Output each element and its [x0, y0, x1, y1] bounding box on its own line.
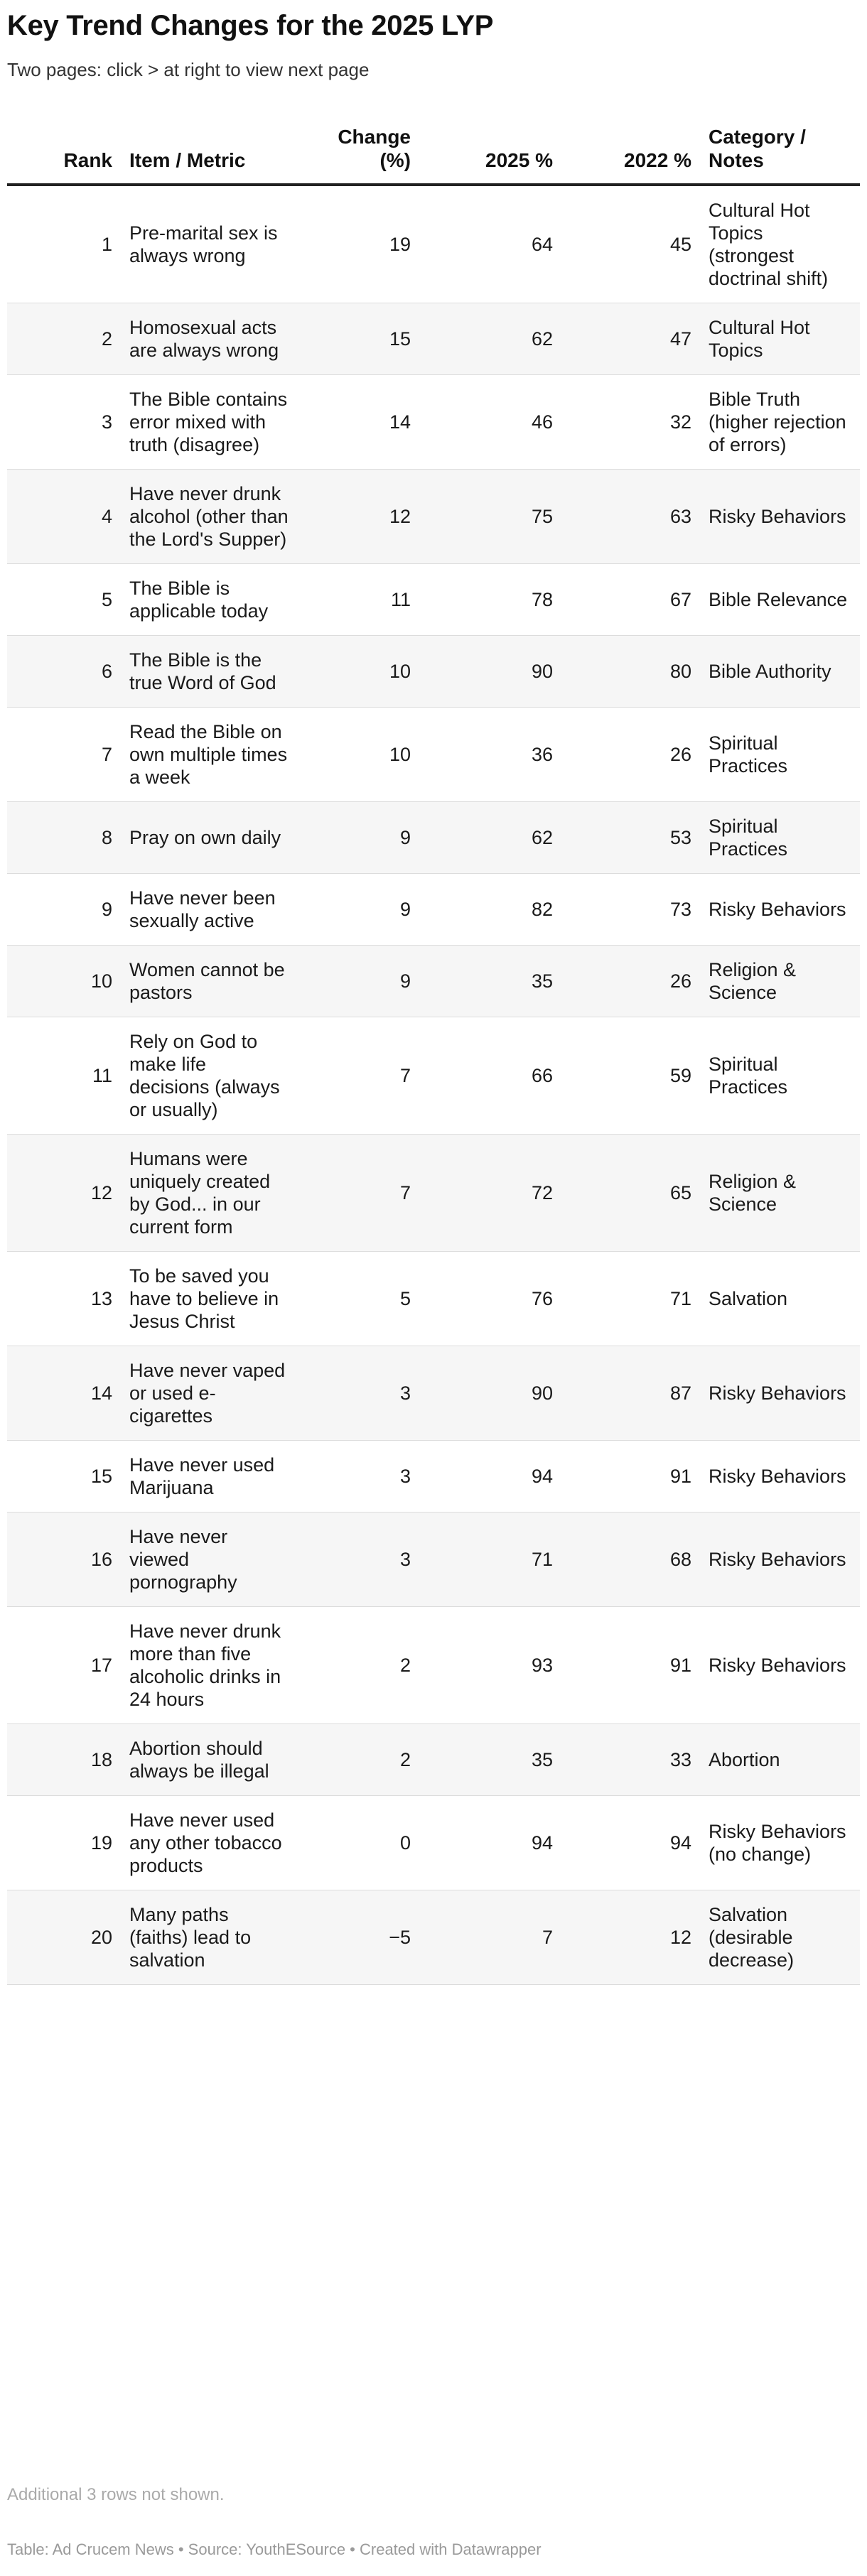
cell-2022: 47 — [561, 303, 700, 375]
cell-item: Women cannot be pastors — [121, 946, 298, 1017]
cell-change: 10 — [298, 636, 419, 708]
cell-2025: 82 — [419, 874, 561, 946]
cell-category: Salvation (desirable decrease) — [700, 1890, 860, 1985]
cell-2022: 32 — [561, 375, 700, 470]
cell-2022: 94 — [561, 1796, 700, 1890]
cell-2025: 72 — [419, 1135, 561, 1252]
cell-2025: 62 — [419, 802, 561, 874]
cell-change: 14 — [298, 375, 419, 470]
cell-2022: 26 — [561, 708, 700, 802]
cell-change: 9 — [298, 802, 419, 874]
cell-item: Have never viewed pornography — [121, 1512, 298, 1607]
cell-2025: 76 — [419, 1252, 561, 1346]
cell-change: 9 — [298, 946, 419, 1017]
cell-rank: 20 — [7, 1890, 121, 1985]
cell-rank: 19 — [7, 1796, 121, 1890]
cell-item: The Bible contains error mixed with truth (disagree) — [121, 375, 298, 470]
cell-rank: 6 — [7, 636, 121, 708]
data-table — [7, 121, 860, 1985]
cell-item: Have never used any other tobacco products — [121, 1796, 298, 1890]
cell-2025: 71 — [419, 1512, 561, 1607]
cell-rank: 9 — [7, 874, 121, 946]
source-footer: Table: Ad Crucem News • Source: YouthESource • Created with Datawrapper — [7, 2540, 542, 2558]
cell-2025: 46 — [419, 375, 561, 470]
cell-2022: 80 — [561, 636, 700, 708]
table-row — [7, 375, 860, 470]
cell-rank: 2 — [7, 303, 121, 375]
cell-change: 2 — [298, 1724, 419, 1796]
cell-category: Risky Behaviors — [700, 470, 860, 564]
table-header — [7, 121, 860, 185]
cell-2025: 90 — [419, 636, 561, 708]
cell-item: Read the Bible on own multiple times a week — [121, 708, 298, 802]
cell-item: Have never drunk alcohol (other than the Lord's Supper) — [121, 470, 298, 564]
cell-item: To be saved you have to believe in Jesus Christ — [121, 1252, 298, 1346]
cell-2025: 64 — [419, 185, 561, 303]
cell-change: 7 — [298, 1135, 419, 1252]
cell-item: Many paths (faiths) lead to salvation — [121, 1890, 298, 1985]
cell-change: 7 — [298, 1017, 419, 1135]
table-row — [7, 708, 860, 802]
table-row — [7, 1890, 860, 1985]
cell-2022: 67 — [561, 564, 700, 636]
cell-rank: 4 — [7, 470, 121, 564]
column-header-item[interactable]: Item / Metric — [121, 121, 298, 185]
cell-category: Religion & Science — [700, 1135, 860, 1252]
cell-rank: 18 — [7, 1724, 121, 1796]
cell-item: Abortion should always be illegal — [121, 1724, 298, 1796]
cell-category: Risky Behaviors — [700, 1346, 860, 1441]
cell-change: 15 — [298, 303, 419, 375]
cell-2022: 53 — [561, 802, 700, 874]
cell-2022: 63 — [561, 470, 700, 564]
table-row — [7, 185, 860, 303]
cell-2022: 33 — [561, 1724, 700, 1796]
cell-2025: 7 — [419, 1890, 561, 1985]
cell-rank: 8 — [7, 802, 121, 874]
cell-2025: 62 — [419, 303, 561, 375]
column-header-2022[interactable]: 2022 % — [561, 121, 700, 185]
cell-rank: 16 — [7, 1512, 121, 1607]
cell-2022: 91 — [561, 1441, 700, 1512]
cell-item: The Bible is the true Word of God — [121, 636, 298, 708]
cell-change: −5 — [298, 1890, 419, 1985]
cell-category: Spiritual Practices — [700, 802, 860, 874]
table-row — [7, 470, 860, 564]
table-row — [7, 1724, 860, 1796]
footnote: Additional 3 rows not shown. — [7, 2485, 225, 2504]
cell-item: Have never drunk more than five alcoholic drinks in 24 hours — [121, 1607, 298, 1724]
table-row — [7, 802, 860, 874]
cell-rank: 3 — [7, 375, 121, 470]
cell-2022: 91 — [561, 1607, 700, 1724]
cell-item: Have never used Marijuana — [121, 1441, 298, 1512]
cell-2022: 68 — [561, 1512, 700, 1607]
cell-rank: 1 — [7, 185, 121, 303]
cell-2025: 90 — [419, 1346, 561, 1441]
cell-2022: 45 — [561, 185, 700, 303]
cell-rank: 15 — [7, 1441, 121, 1512]
cell-2022: 59 — [561, 1017, 700, 1135]
cell-2025: 35 — [419, 1724, 561, 1796]
cell-category: Risky Behaviors — [700, 1441, 860, 1512]
cell-category: Risky Behaviors — [700, 874, 860, 946]
cell-rank: 5 — [7, 564, 121, 636]
table-row — [7, 1607, 860, 1724]
cell-2025: 35 — [419, 946, 561, 1017]
cell-rank: 12 — [7, 1135, 121, 1252]
cell-2022: 65 — [561, 1135, 700, 1252]
cell-change: 3 — [298, 1346, 419, 1441]
table-row — [7, 1017, 860, 1135]
cell-category: Risky Behaviors (no change) — [700, 1796, 860, 1890]
cell-change: 10 — [298, 708, 419, 802]
cell-rank: 10 — [7, 946, 121, 1017]
cell-rank: 7 — [7, 708, 121, 802]
table-row — [7, 1252, 860, 1346]
column-header-change[interactable]: Change (%) — [298, 121, 419, 185]
column-header-rank[interactable]: Rank — [7, 121, 121, 185]
cell-category: Bible Relevance — [700, 564, 860, 636]
cell-category: Cultural Hot Topics — [700, 303, 860, 375]
chart-title: Key Trend Changes for the 2025 LYP — [7, 10, 494, 41]
cell-item: Humans were uniquely created by God... in our current form — [121, 1135, 298, 1252]
cell-item: Have never vaped or used e-cigarettes — [121, 1346, 298, 1441]
cell-rank: 13 — [7, 1252, 121, 1346]
cell-change: 3 — [298, 1441, 419, 1512]
cell-category: Salvation — [700, 1252, 860, 1346]
table-body — [7, 185, 860, 1985]
cell-2025: 94 — [419, 1796, 561, 1890]
table-row — [7, 636, 860, 708]
cell-category: Abortion — [700, 1724, 860, 1796]
cell-change: 2 — [298, 1607, 419, 1724]
cell-2022: 87 — [561, 1346, 700, 1441]
cell-rank: 11 — [7, 1017, 121, 1135]
cell-2022: 73 — [561, 874, 700, 946]
cell-change: 0 — [298, 1796, 419, 1890]
cell-2022: 26 — [561, 946, 700, 1017]
cell-change: 5 — [298, 1252, 419, 1346]
table-row — [7, 874, 860, 946]
table-row — [7, 946, 860, 1017]
table-row — [7, 1441, 860, 1512]
cell-category: Cultural Hot Topics (strongest doctrinal shift) — [700, 185, 860, 303]
cell-category: Risky Behaviors — [700, 1607, 860, 1724]
cell-category: Spiritual Practices — [700, 708, 860, 802]
column-header-category[interactable]: Category / Notes — [700, 121, 860, 185]
cell-item: Homosexual acts are always wrong — [121, 303, 298, 375]
column-header-2025[interactable]: 2025 % — [419, 121, 561, 185]
cell-change: 11 — [298, 564, 419, 636]
cell-change: 3 — [298, 1512, 419, 1607]
cell-change: 19 — [298, 185, 419, 303]
cell-2025: 94 — [419, 1441, 561, 1512]
cell-rank: 17 — [7, 1607, 121, 1724]
cell-2022: 12 — [561, 1890, 700, 1985]
cell-change: 12 — [298, 470, 419, 564]
cell-category: Religion & Science — [700, 946, 860, 1017]
cell-2022: 71 — [561, 1252, 700, 1346]
cell-category: Bible Authority — [700, 636, 860, 708]
cell-2025: 66 — [419, 1017, 561, 1135]
cell-item: Pray on own daily — [121, 802, 298, 874]
cell-category: Bible Truth (higher rejection of errors) — [700, 375, 860, 470]
table-row — [7, 1346, 860, 1441]
cell-item: The Bible is applicable today — [121, 564, 298, 636]
cell-category: Spiritual Practices — [700, 1017, 860, 1135]
cell-change: 9 — [298, 874, 419, 946]
table-row — [7, 1135, 860, 1252]
cell-2025: 93 — [419, 1607, 561, 1724]
cell-2025: 75 — [419, 470, 561, 564]
cell-item: Rely on God to make life decisions (always or usually) — [121, 1017, 298, 1135]
table-row — [7, 1796, 860, 1890]
cell-2025: 36 — [419, 708, 561, 802]
chart-subtitle: Two pages: click > at right to view next page — [7, 59, 370, 80]
cell-item: Have never been sexually active — [121, 874, 298, 946]
cell-category: Risky Behaviors — [700, 1512, 860, 1607]
chart-container — [7, 7, 860, 1971]
cell-rank: 14 — [7, 1346, 121, 1441]
cell-2025: 78 — [419, 564, 561, 636]
table-row — [7, 1512, 860, 1607]
cell-item: Pre-marital sex is always wrong — [121, 185, 298, 303]
table-row — [7, 564, 860, 636]
table-row — [7, 303, 860, 375]
